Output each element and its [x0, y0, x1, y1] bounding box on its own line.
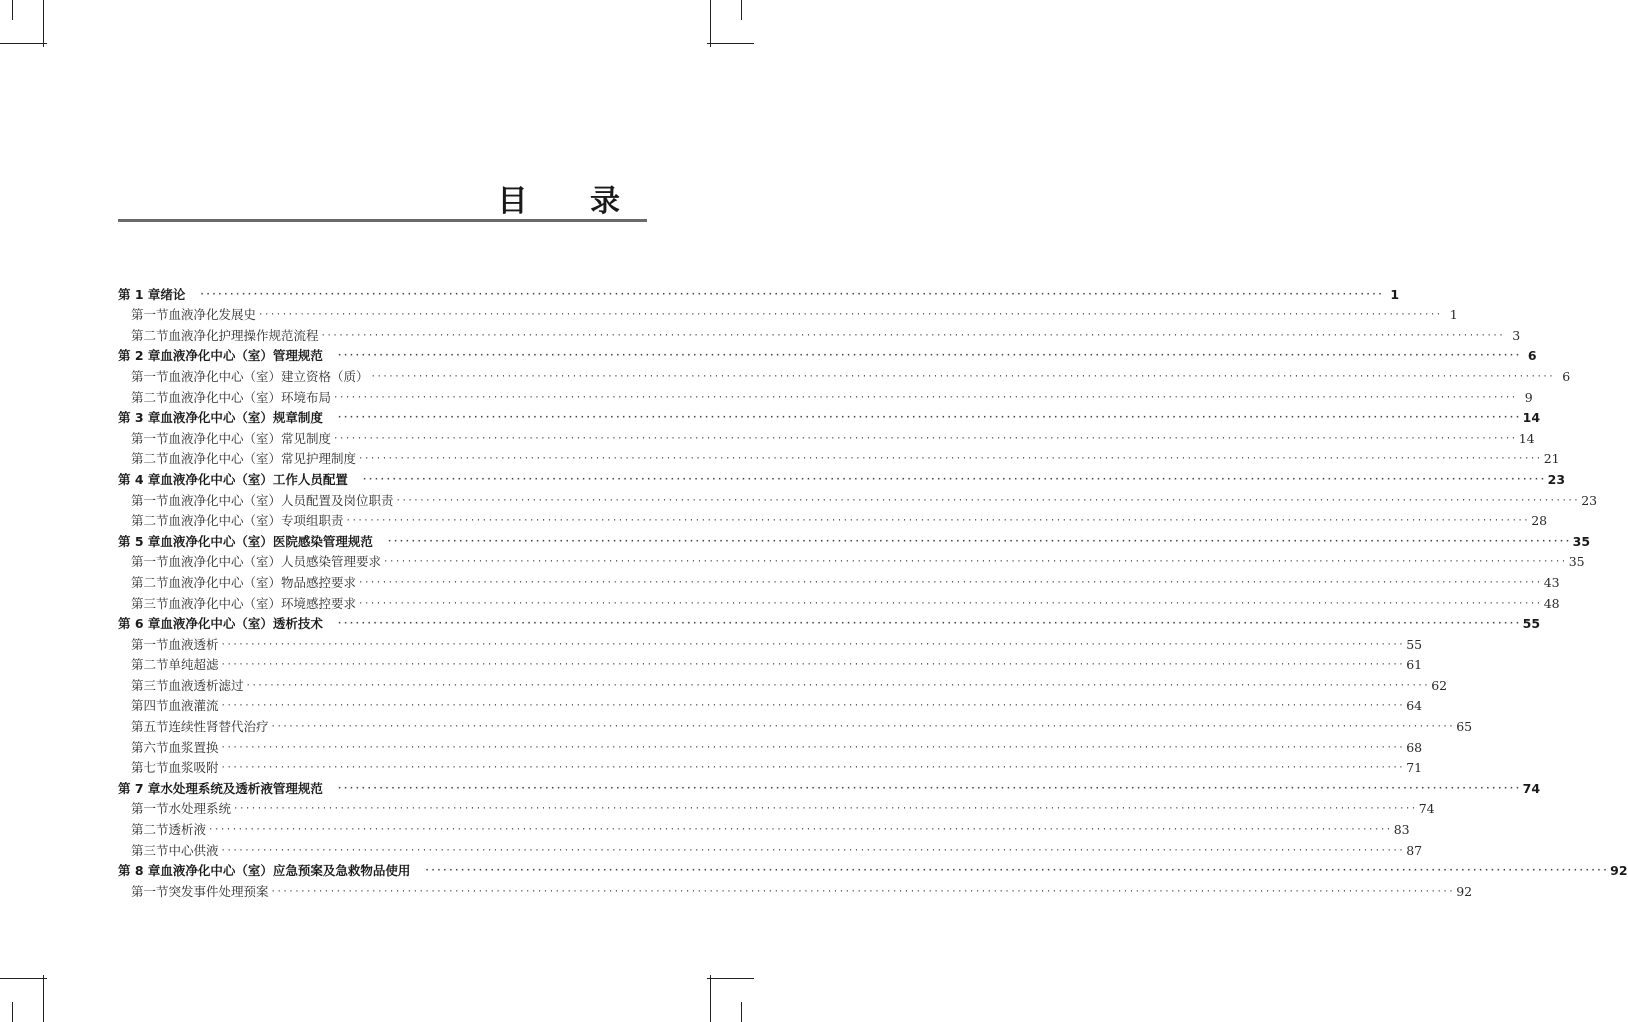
- toc-entry-number: 第三节: [131, 677, 169, 693]
- toc-section-row[interactable]: [118, 447, 1560, 468]
- dot-leader: ········································································································································································································: [270, 722, 1455, 733]
- toc-page-number: 6: [1527, 348, 1537, 364]
- toc-section-row[interactable]: [118, 817, 1410, 838]
- dot-leader: ········································································································································································································: [336, 351, 1521, 362]
- dot-leader: ········································································································································································································: [333, 392, 1517, 403]
- toc-entry-title: 单纯超滤: [168, 657, 219, 673]
- toc-section-row[interactable]: [118, 632, 1423, 653]
- toc-entry-number: 第二节: [131, 657, 169, 673]
- toc-chapter-row[interactable]: [118, 344, 1537, 365]
- dot-leader: ········································································································································································································: [336, 413, 1521, 424]
- toc-entry-number: 第四节: [131, 698, 169, 714]
- toc-entry-number: 第 4 章: [118, 471, 161, 487]
- toc-chapter-row[interactable]: [118, 529, 1591, 550]
- toc-entry-title: 血液透析滤过: [168, 677, 244, 693]
- toc-section-row[interactable]: [118, 838, 1423, 859]
- toc-page-number: 3: [1512, 327, 1521, 343]
- toc-entry-title: 血液透析: [168, 636, 219, 652]
- dot-leader: ········································································································································································································: [220, 701, 1405, 712]
- toc-page-number: 43: [1543, 574, 1560, 590]
- toc-entry-number: 第三节: [131, 595, 169, 611]
- toc-section-row[interactable]: [118, 797, 1435, 818]
- toc-page-number: 35: [1572, 533, 1591, 549]
- toc-entry-number: 第 7 章: [118, 780, 161, 796]
- dot-leader: ········································································································································································································: [395, 495, 1580, 506]
- toc-entry-title: 血液净化发展史: [168, 307, 257, 323]
- toc-section-row[interactable]: [118, 714, 1473, 735]
- toc-page-number: 55: [1522, 616, 1541, 632]
- title-rule: [118, 219, 647, 222]
- toc-page-number: 61: [1406, 657, 1423, 673]
- toc-entry-title: 中心供液: [168, 842, 219, 858]
- dot-leader: ········································································································································································································: [336, 783, 1521, 794]
- toc-page-number: 83: [1393, 822, 1410, 838]
- toc-page-number: 68: [1406, 739, 1423, 755]
- dot-leader: ········································································································································································································: [208, 825, 1392, 836]
- toc-page-number: 92: [1456, 883, 1473, 899]
- toc-entry-title: 血浆吸附: [168, 760, 219, 776]
- toc-chapter-row[interactable]: [118, 282, 1400, 303]
- toc-entry-title: 血液净化中心（室）医院感染管理规范: [160, 533, 373, 549]
- dot-leader: ········································································································································································································: [333, 433, 1517, 444]
- toc-entry-title: 透析液: [168, 822, 207, 838]
- toc-page-number: 87: [1406, 842, 1423, 858]
- toc-entry-title: 血液净化中心（室）人员配置及岗位职责: [168, 492, 394, 508]
- toc-entry-title: 血液净化中心（室）常见护理制度: [168, 451, 357, 467]
- toc-entry-title: 血液净化中心（室）常见制度: [168, 430, 332, 446]
- toc-entry-title: 血液灌流: [168, 698, 219, 714]
- toc-section-row[interactable]: [118, 323, 1521, 344]
- toc-section-row[interactable]: [118, 735, 1423, 756]
- toc-page-number: 28: [1531, 513, 1548, 529]
- toc-entry-number: 第一节: [131, 492, 169, 508]
- toc-entry-title: 突发事件处理预案: [168, 883, 269, 899]
- dot-leader: ········································································································································································································: [345, 516, 1530, 527]
- toc-entry-number: 第六节: [131, 739, 169, 755]
- toc-entry-number: 第 3 章: [118, 410, 161, 426]
- toc-page-number: 6: [1562, 368, 1571, 384]
- dot-leader: ········································································································································································································: [383, 557, 1567, 568]
- dot-leader: ········································································································································································································: [358, 598, 1542, 609]
- toc-entry-number: 第二节: [131, 327, 169, 343]
- toc-page-number: 92: [1610, 863, 1628, 879]
- toc-chapter-row[interactable]: [118, 612, 1541, 633]
- toc-section-row[interactable]: [118, 426, 1535, 447]
- dot-leader: ········································································································································································································: [220, 660, 1405, 671]
- toc-entry-title: 水处理系统: [168, 801, 232, 817]
- table-of-contents: [118, 282, 1628, 900]
- toc-entry-number: 第一节: [131, 801, 169, 817]
- dot-leader: ········································································································································································································: [358, 454, 1542, 465]
- toc-entry-title: 血液净化护理操作规范流程: [168, 327, 319, 343]
- dot-leader: ········································································································································································································: [361, 474, 1546, 485]
- dot-leader: ········································································································································································································: [358, 577, 1542, 588]
- toc-entry-number: 第二节: [131, 389, 169, 405]
- toc-section-row[interactable]: [118, 879, 1473, 900]
- toc-entry-title: 血液净化中心（室）工作人员配置: [160, 471, 348, 487]
- toc-entry-title: 绪论: [160, 286, 186, 302]
- toc-page-number: 74: [1418, 801, 1435, 817]
- dot-leader: ········································································································································································································: [320, 330, 1505, 341]
- toc-entry-number: 第七节: [131, 760, 169, 776]
- toc-page-number: 21: [1543, 451, 1560, 467]
- toc-page-number: 64: [1406, 698, 1423, 714]
- toc-entry-number: 第一节: [131, 368, 169, 384]
- toc-page-number: 48: [1543, 595, 1560, 611]
- dot-leader: ········································································································································································································: [336, 619, 1521, 630]
- toc-entry-number: 第二节: [131, 513, 169, 529]
- toc-page-number: 14: [1518, 430, 1535, 446]
- toc-entry-number: 第二节: [131, 451, 169, 467]
- toc-section-row[interactable]: [118, 570, 1560, 591]
- toc-entry-title: 血液净化中心（室）管理规范: [160, 348, 323, 364]
- toc-page-number: 74: [1522, 780, 1541, 796]
- toc-entry-number: 第一节: [131, 554, 169, 570]
- dot-leader: ········································································································································································································: [220, 639, 1405, 650]
- dot-leader: ········································································································································································································: [220, 845, 1405, 856]
- toc-entry-title: 血浆置换: [168, 739, 219, 755]
- toc-page-number: 62: [1431, 677, 1448, 693]
- dot-leader: ········································································································································································································: [199, 289, 1384, 300]
- toc-page-number: 35: [1568, 554, 1585, 570]
- toc-section-row[interactable]: [118, 488, 1598, 509]
- toc-section-row[interactable]: [118, 694, 1423, 715]
- dot-leader: ········································································································································································································: [245, 680, 1430, 691]
- toc-entry-title: 连续性肾替代治疗: [168, 719, 269, 735]
- toc-section-row[interactable]: [118, 509, 1548, 530]
- toc-page-number: 14: [1522, 410, 1541, 426]
- toc-section-row[interactable]: [118, 364, 1571, 385]
- toc-entry-title: 血液净化中心（室）环境感控要求: [168, 595, 357, 611]
- toc-chapter-row[interactable]: [118, 467, 1566, 488]
- toc-entry-number: 第二节: [131, 574, 169, 590]
- toc-entry-number: 第五节: [131, 719, 169, 735]
- dot-leader: ········································································································································································································: [424, 866, 1609, 877]
- toc-entry-number: 第 8 章: [118, 863, 161, 879]
- toc-page-number: 65: [1456, 719, 1473, 735]
- toc-chapter-row[interactable]: [118, 859, 1628, 880]
- toc-entry-number: 第 2 章: [118, 348, 161, 364]
- toc-section-row[interactable]: [118, 591, 1560, 612]
- toc-section-row[interactable]: [118, 385, 1533, 406]
- toc-entry-title: 血液净化中心（室）人员感染管理要求: [168, 554, 382, 570]
- toc-section-row[interactable]: [118, 756, 1423, 777]
- toc-entry-title: 血液净化中心（室）应急预案及急救物品使用: [160, 863, 411, 879]
- toc-entry-title: 血液净化中心（室）物品感控要求: [168, 574, 357, 590]
- toc-entry-title: 血液净化中心（室）透析技术: [160, 616, 323, 632]
- dot-leader: ········································································································································································································: [220, 742, 1405, 753]
- toc-entry-number: 第一节: [131, 883, 169, 899]
- toc-section-row[interactable]: [118, 303, 1458, 324]
- toc-page-number: 9: [1524, 389, 1533, 405]
- dot-leader: ········································································································································································································: [258, 310, 1442, 321]
- dot-leader: ········································································································································································································: [220, 763, 1405, 774]
- toc-entry-title: 血液净化中心（室）建立资格（质）: [168, 368, 369, 384]
- toc-page-number: 23: [1581, 492, 1598, 508]
- toc-section-row[interactable]: [118, 673, 1448, 694]
- toc-entry-number: 第二节: [131, 822, 169, 838]
- page-title: 目 录: [497, 184, 646, 219]
- toc-page-number: 55: [1406, 636, 1423, 652]
- toc-section-row[interactable]: [118, 653, 1423, 674]
- dot-leader: ········································································································································································································: [270, 886, 1455, 897]
- dot-leader: ········································································································································································································: [370, 371, 1555, 382]
- dot-leader: ········································································································································································································: [233, 804, 1417, 815]
- toc-chapter-row[interactable]: [118, 776, 1541, 797]
- dot-leader: ········································································································································································································: [386, 536, 1571, 547]
- toc-page-number: 23: [1547, 471, 1566, 487]
- toc-page-number: 71: [1406, 760, 1423, 776]
- toc-entry-number: 第一节: [131, 307, 169, 323]
- toc-entry-number: 第 1 章: [118, 286, 161, 302]
- toc-page-number: 1: [1390, 286, 1400, 302]
- toc-section-row[interactable]: [118, 550, 1585, 571]
- toc-entry-number: 第一节: [131, 430, 169, 446]
- toc-entry-number: 第一节: [131, 636, 169, 652]
- toc-entry-title: 水处理系统及透析液管理规范: [160, 780, 323, 796]
- toc-page-number: 1: [1449, 307, 1458, 323]
- toc-chapter-row[interactable]: [118, 406, 1541, 427]
- toc-entry-title: 血液净化中心（室）规章制度: [160, 410, 323, 426]
- toc-entry-number: 第 5 章: [118, 533, 161, 549]
- toc-entry-title: 血液净化中心（室）环境布局: [168, 389, 332, 405]
- toc-entry-number: 第 6 章: [118, 616, 161, 632]
- toc-entry-number: 第三节: [131, 842, 169, 858]
- toc-entry-title: 血液净化中心（室）专项组职责: [168, 513, 344, 529]
